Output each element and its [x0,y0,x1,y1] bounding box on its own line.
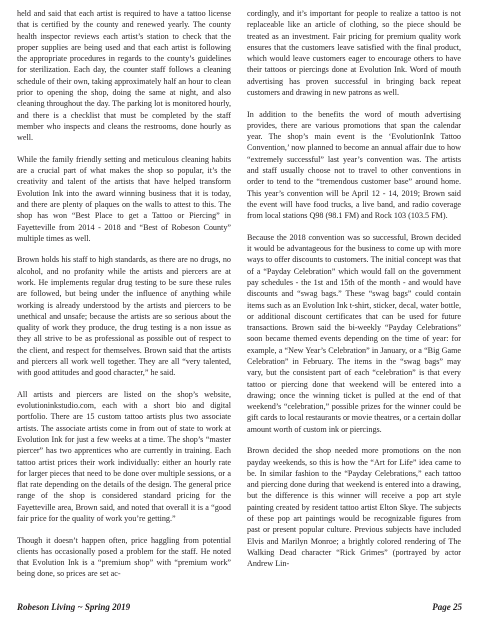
paragraph: held and said that each artist is required to have a tattoo license that is certified by the county and renewed yearly. The county health inspector reviews each artist’s station to check that the proper supplies are being used and that each artist is following the appropriate procedures in regards to the county’s guidelines for sterilization. Each day, the counter staff follows a cleaning schedule of their own, taking approximately half an hour to clean prior to opening the shop, doing the same at night, and also cleaning throughout the day. The parking lot is monitored hourly, and there is a checklist that must be completed by the staff member who inspects and cleans the restrooms, done hourly as well. [17,9,231,143]
left-text-column [17,8,231,590]
footer-page-number: Page 25 [432,602,462,612]
paragraph: While the family friendly setting and meticulous cleaning habits are a crucial part of what makes the shop so popular, it’s the creativity and talent of the artists that have helped transform Evolution Ink into the award winning business that it is today, and there are plenty of plaques on the walls to attest to this. The shop has won “Best Place to get a Tattoo or Piercing” in Fayetteville from 2014 - 2018 and “Best of Robeson County” multiple times as well. [17,154,231,243]
paragraph: In addition to the benefits the word of mouth advertising provides, there are various promotions that span the calendar year. The shop’s main event is the ‘EvolutionInk Tattoo Convention,’ now planned to become an annual affair due to how “extremely successful” last year’s convention was. The artists and staff usually choose not to travel to other conventions in order to tend to the “tremendous customer base” around home. This year’s convention will be April 12 - 14, 2019; Brown said the event will have food trucks, a live band, and radio coverage from local stations Q98 (98.1 FM) and Rock 103 (103.5 FM). [247,109,461,221]
right-text-column [247,8,461,580]
footer-publication: Robeson Living ~ Spring 2019 [17,602,131,612]
paragraph: Because the 2018 convention was so successful, Brown decided it would be advantageous for the business to come up with more ways to offer discounts to customers. The initial concept was that of a “Payday Celebration” which would fall on the government pay schedules - the 1st and 15th of the month - and would have discounts and “swag bags.” These “swag bags” could contain items such as an Evolution Ink t-shirt, sticker, decal, water bottle, or additional discount certificates that can be used for future transactions. Brown said the bi-weekly “Payday Celebrations” soon became themed events depending on the time of year: for example, a “New Year’s Celebration” in January, or a “Big Game Celebration” in February. The items in the “swag bags” may vary, but the consistent part of each “celebration” is that every tattoo or piercing done that weekend will be entered into a drawing; once the winning ticket is pulled at the end of that weekend’s “celebration,” possible prizes for the winner could be gift cards to local restaurants or movie theatres, or a certain dollar amount worth of custom ink or piercings. [247,232,461,434]
paragraph: All artists and piercers are listed on the shop’s website, evolutioninkstudio.com, each with a short bio and digital portfolio. There are 15 custom tattoo artists plus two associate artists. The associate artists come in from out of state to work at Evolution Ink for just a few weeks at a time. The shop’s “master piercer” has two apprentices who are currently in training. Each tattoo artist prices their work individually: either an hourly rate for larger pieces that need to be done over multiple sessions, or a flat rate depending on the details of the design. The general price range of the shop is considered standard pricing for the Fayetteville area, Brown said, and noted that overall it is a “good fair price for the quality of work you’re getting.” [17,389,231,524]
paragraph: cordingly, and it’s important for people to realize a tattoo is not replaceable like an article of clothing, so the piece should be treated as an investment. Fair pricing for premium quality work ensures that the customers leave satisfied with the final product, which would leave customers eager to encourage others to have their tattoos or piercings done at Evolution Ink. Word of mouth advertising has proven successful in bringing back repeat customers and drawing in new patrons as well. [247,9,461,98]
paragraph: Brown decided the shop needed more promotions on the non payday weekends, so this is how the “Art for Life” idea came to be. In similar fashion to the “Payday Celebrations,” each tattoo and piercing done during that weekend is entered into a drawing, but the difference is this winner will receive a pop art style painting created by resident tattoo artist Elton Skye. The subjects of these pop art paintings would be recognizable figures from past or present popular culture. Previous subjects have included Elvis and Marilyn Monroe; a brightly colored rendering of The Walking Dead character “Rick Grimes” (portrayed by actor Andrew Lin- [247,446,461,569]
paragraph: Though it doesn’t happen often, price haggling from potential clients has occasionally posed a problem for the staff. He noted that Evolution Ink is a “premium shop” with “premium work” being done, so prices are set ac- [17,535,231,579]
paragraph: Brown holds his staff to high standards, as there are no drugs, no alcohol, and no profanity while the artists and piercers are at work. He implements regular drug testing to be sure these rules are followed, but being under the influence of anything while working is already understood by the artists and piercers to be unethical and unsafe; because the artists are so serious about the quality of work they produce, the drug testing is a non issue as they all strive to be as professional as possible out of respect to the client, and respect for themselves. Brown said that the artists and piercers all work well together. They are all “very talented, with good attitudes and good character,” he said. [17,255,231,378]
